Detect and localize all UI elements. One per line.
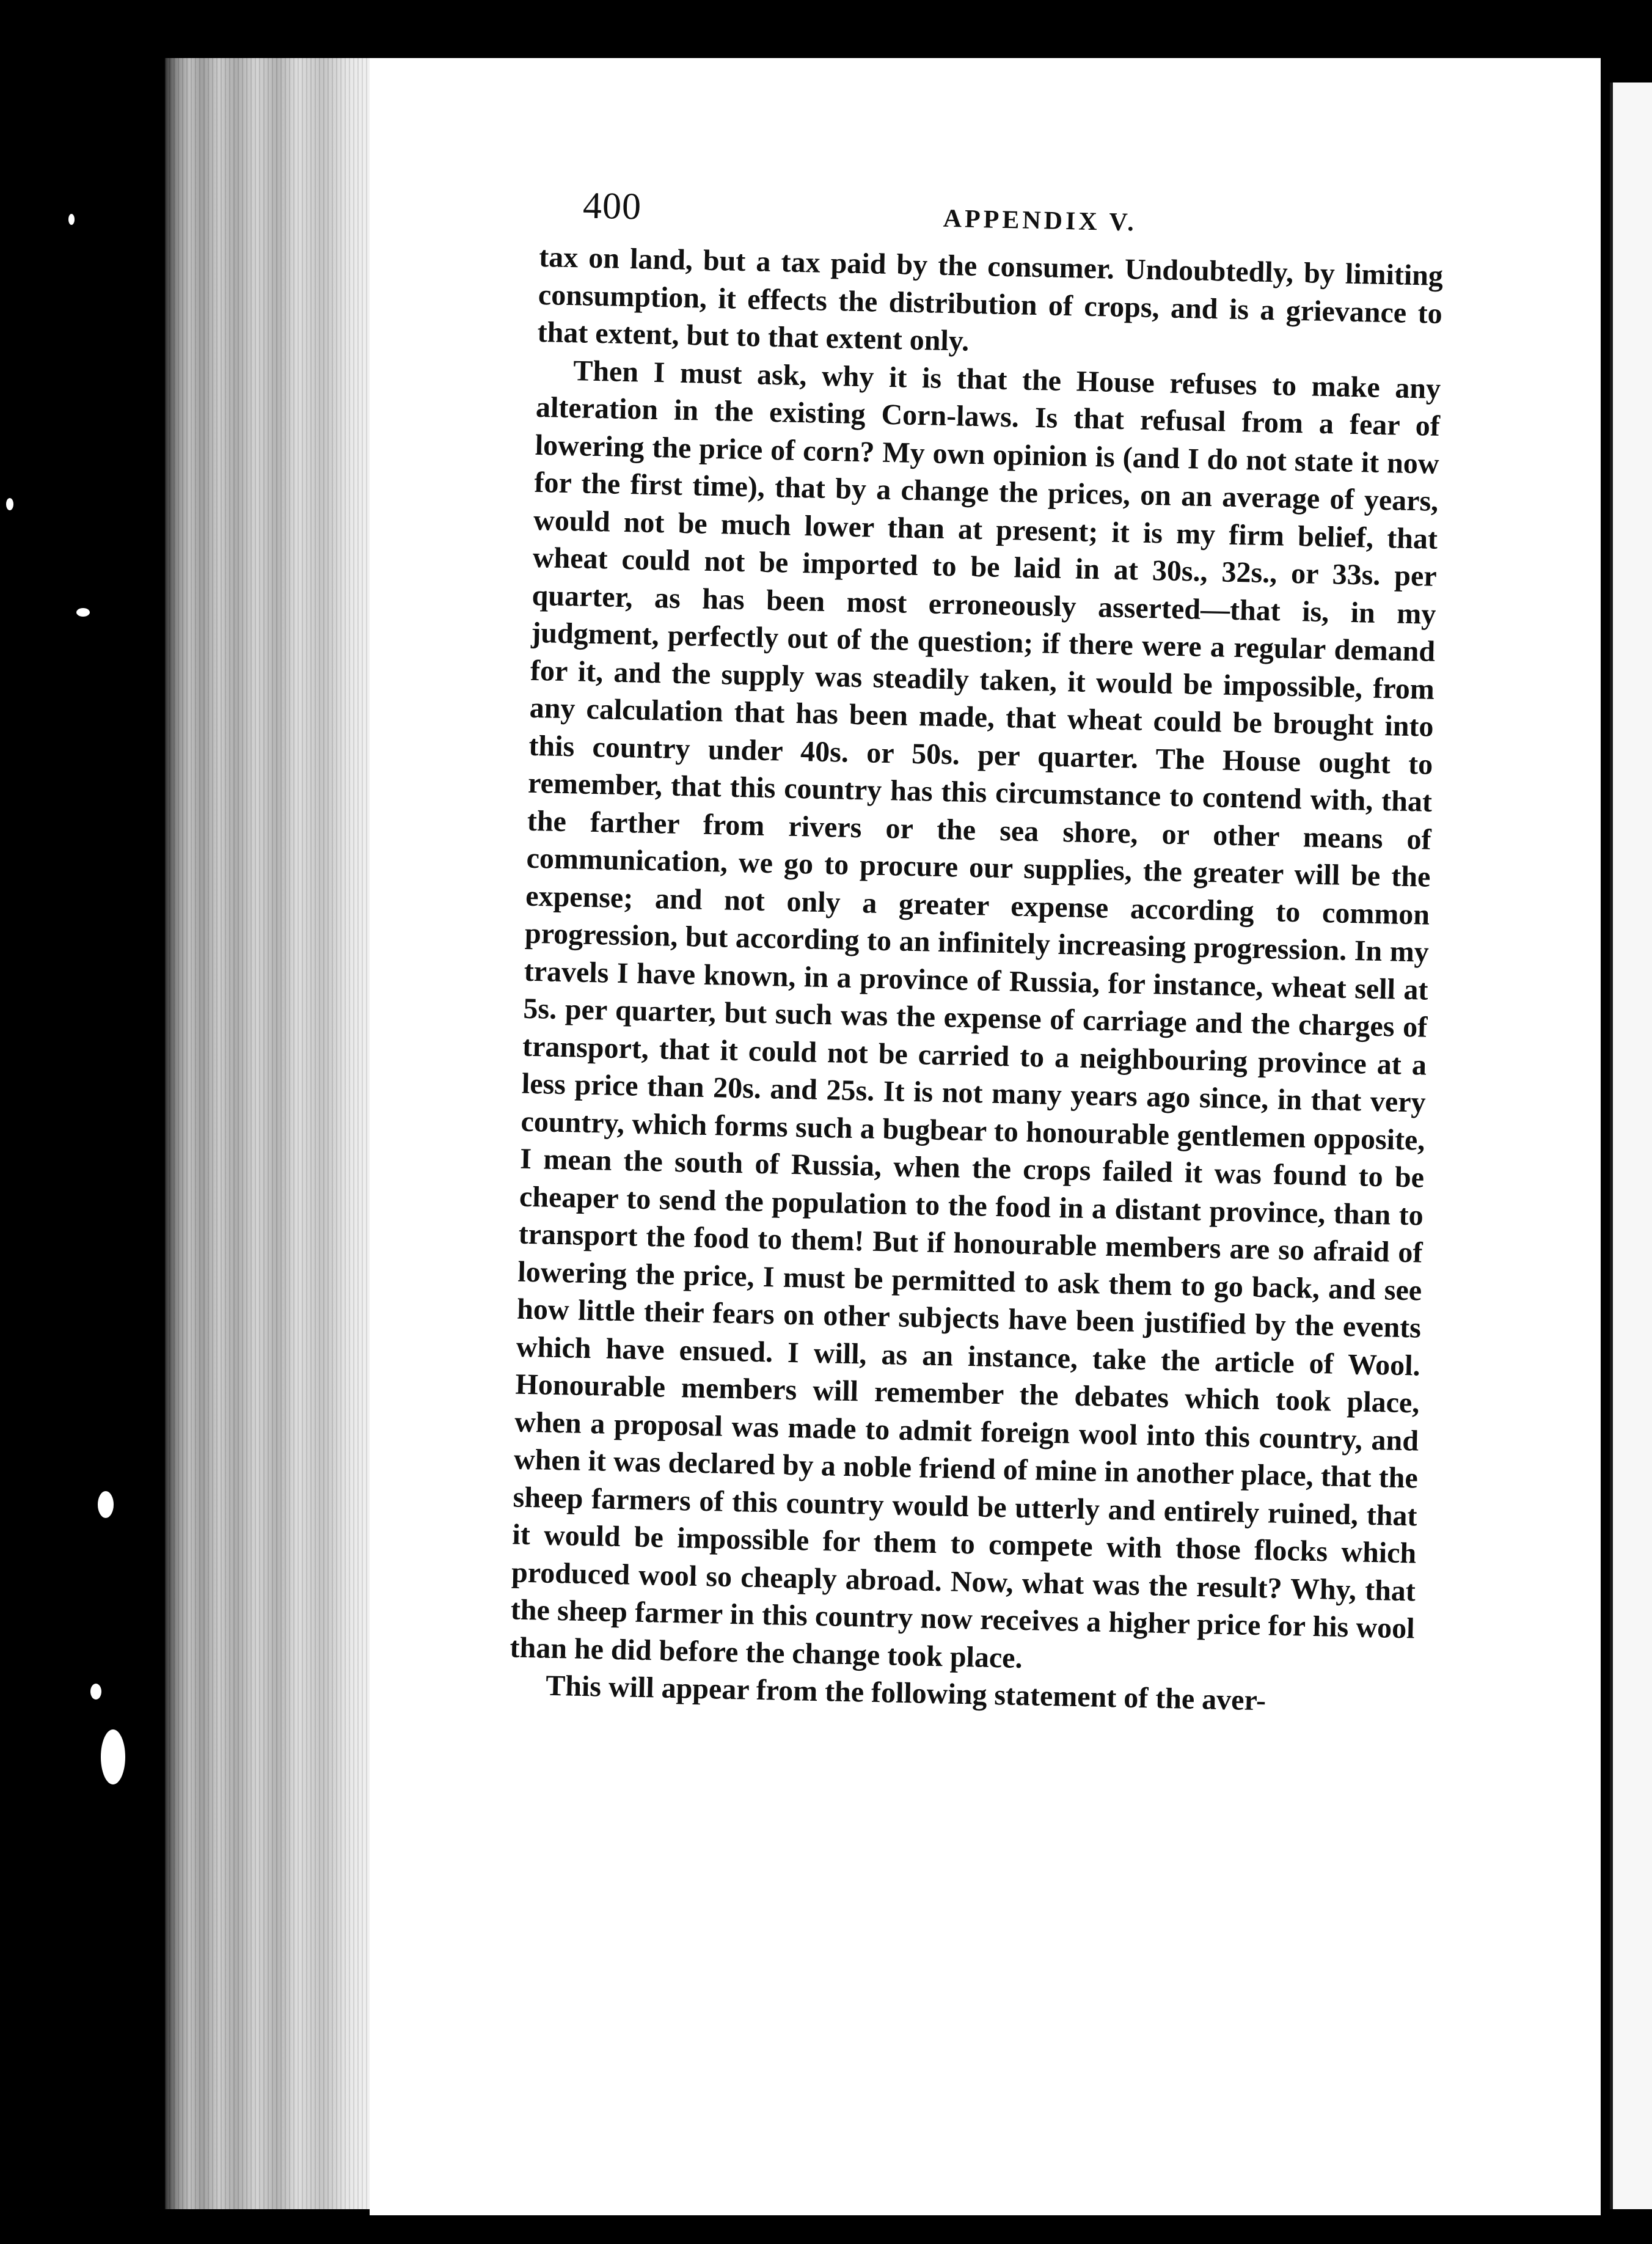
- paragraph-continuation: tax on land, but a tax paid by the consumer. Undoubtedly, by limiting consumption, it effects the distribution of crops, and is a grievance to that extent, but to that extent only.: [537, 240, 1444, 358]
- scan-speck: [68, 214, 75, 225]
- page-text-block: [509, 177, 1445, 1723]
- scan-speck: [76, 608, 90, 617]
- scan-speck: [98, 1491, 114, 1518]
- book-page-edges: [165, 58, 373, 2209]
- scan-speck: [90, 1684, 101, 1700]
- paragraph-statement: This will appear from the following statement of the aver-: [545, 1669, 1266, 1717]
- running-title: APPENDIX V.: [943, 204, 1138, 237]
- facing-page-edge: [1610, 82, 1652, 2209]
- paragraph-corn-laws: Then I must ask, why it is that the House refuses to make any alteration in the existing Corn-laws. Is that refusal from a fear of lowering the price of corn? My own opinion is (and I do not state it now for the first time), that by a change the prices, on an average of years, would not be much lower than at present; it is my firm belief, that wheat could not be imported to be laid in at 30s., 32s., or 33s. per quarter, as has been most erroneously asserted—that is, in my judgment, perfectly out of the question; if there were a regular demand for it, and the supply was steadily taken, it would be impossible, from any calculation that has been made, that wheat could be brought into this country under 40s. or 50s. per quarter. The House ought to remember, that this country has this circumstance to contend with, that the farther from rivers or the sea shore, or other means of communication, we go to procure our supplies, the greater will be the expense; and not only a greater expense according to common progression, but according to an infinitely increasing progression. In my travels I have known, in a province of Russia, for instance, wheat sell at 5s. per quarter, but such was the expense of carriage and the charges of transport, that it could not be carried to a neighbouring province at a less price than 20s. and 25s. It is not many years ago since, in that very country, which forms such a bugbear to honourable gentlemen opposite, I mean the south of Russia, when the crops failed it was found to be cheaper to send the population to the food in a distant province, than to transport the food to them! But if honourable members are so afraid of lowering the price, I must be permitted to ask them to go back, and see how little their fears on other subjects have been justified by the events which have ensued. I will, as an instance, take the article of Wool. Honourable members will remember the debates which took place, when a proposal was made to admit foreign wool into this country, and when it was declared by a noble friend of mine in another place, that the sheep farmers of this country would be utterly and entirely ruined, that it would be impossible for them to compete with those flocks which produced wool so cheaply abroad. Now, what was the result? Why, that the sheep farmer in this country now receives a higher price for his wool than he did before the change took place.: [510, 354, 1441, 1674]
- scan-speck: [6, 498, 13, 510]
- scan-speck: [101, 1729, 125, 1784]
- body-text: [509, 238, 1444, 1723]
- page-number: 400: [582, 185, 642, 228]
